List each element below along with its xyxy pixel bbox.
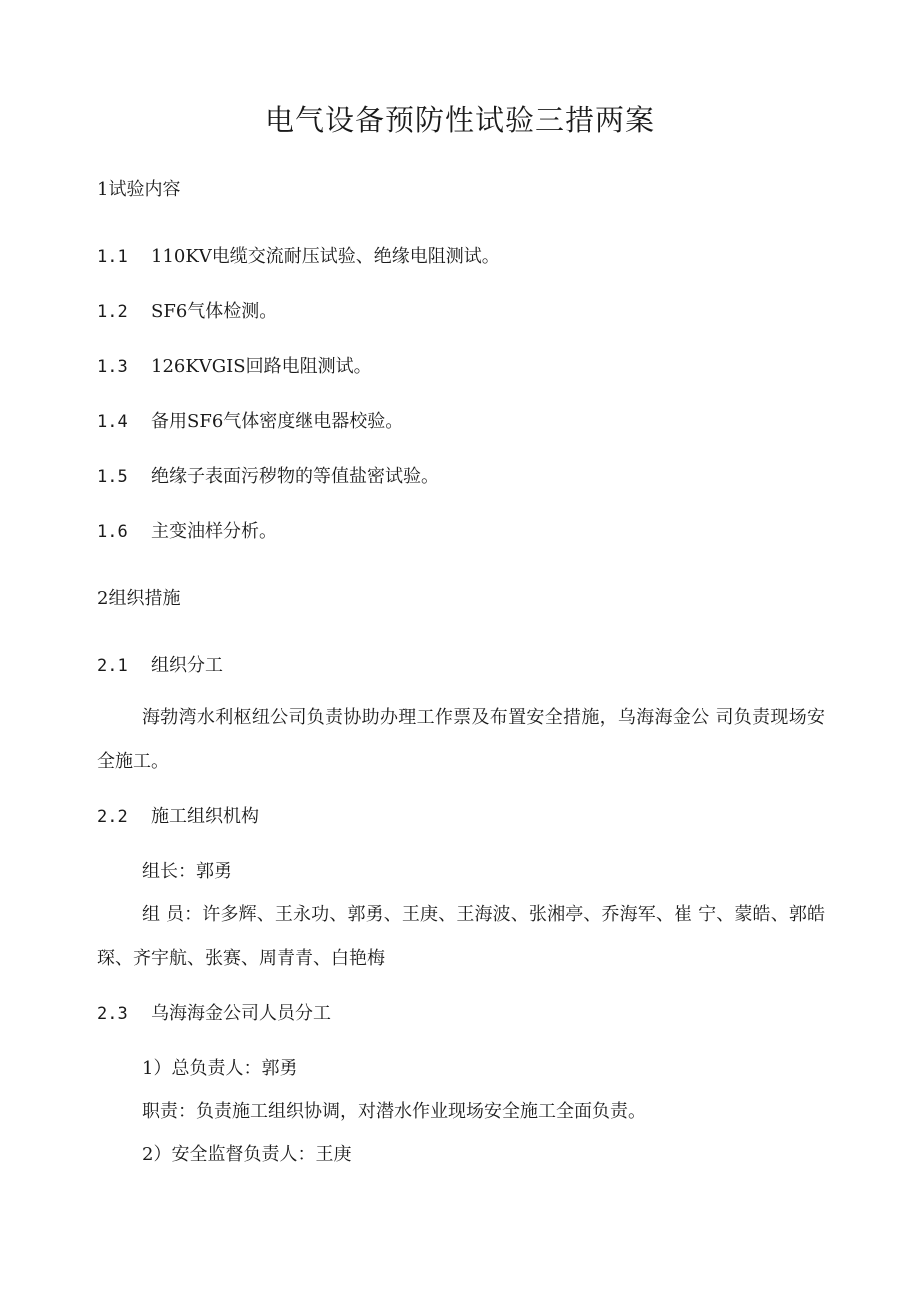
item-2-2 (97, 804, 259, 830)
item-text: 备用SF6气体密度继电器校验。 (151, 411, 404, 432)
document-title: 电气设备预防性试验三措两案 (264, 103, 655, 137)
item-number: 2.3 (97, 1004, 128, 1024)
item-number: 1.6 (97, 522, 128, 542)
item-text: 施工组织机构 (151, 806, 259, 827)
team-leader: 组长：郭勇 (142, 861, 232, 882)
item-1-6 (97, 519, 277, 545)
item-text: 乌海海金公司人员分工 (151, 1003, 331, 1024)
item-number: 2.2 (97, 807, 128, 827)
item-1-5 (97, 464, 439, 490)
item-text: 110KV电缆交流耐压试验、绝缘电阻测试。 (151, 246, 500, 267)
role-safety-supervisor: 2）安全监督负责人：王庚 (142, 1144, 352, 1165)
item-1-3 (97, 354, 372, 380)
item-1-4 (97, 409, 403, 435)
item-text: 主变油样分析。 (151, 521, 277, 542)
item-2-3 (97, 1001, 331, 1027)
item-number: 1.3 (97, 357, 128, 377)
item-text: SF6气体检测。 (151, 301, 278, 322)
item-2-1 (97, 653, 223, 679)
item-text: 组织分工 (151, 655, 223, 676)
duty-chief: 职责：负责施工组织协调，对潜水作业现场安全施工全面负责。 (142, 1101, 646, 1122)
item-number: 1.1 (97, 247, 128, 267)
item-1-1 (97, 244, 500, 270)
item-number: 1.4 (97, 412, 128, 432)
item-number: 2.1 (97, 656, 128, 676)
item-text: 绝缘子表面污秽物的等值盐密试验。 (151, 466, 439, 487)
item-number: 1.2 (97, 302, 128, 322)
item-1-2 (97, 299, 277, 325)
item-text: 126KVGIS回路电阻测试。 (151, 356, 372, 377)
role-chief: 1）总负责人：郭勇 (142, 1058, 298, 1079)
division-paragraph: 海勃湾水利枢纽公司负责协助办理工作票及布置安全措施，乌海海金公 司负责现场安全施工。 (97, 707, 825, 772)
item-number: 1.5 (97, 467, 128, 487)
section-2-heading: 2组织措施 (97, 588, 181, 609)
team-members: 组 员：许多辉、王永功、郭勇、王庚、王海波、张湘亭、乔海军、崔 宁、蒙皓、郭皓琛、齐宇航、张赛、周青青、白艳梅 (97, 904, 825, 969)
section-1-heading: 1试验内容 (97, 179, 181, 200)
